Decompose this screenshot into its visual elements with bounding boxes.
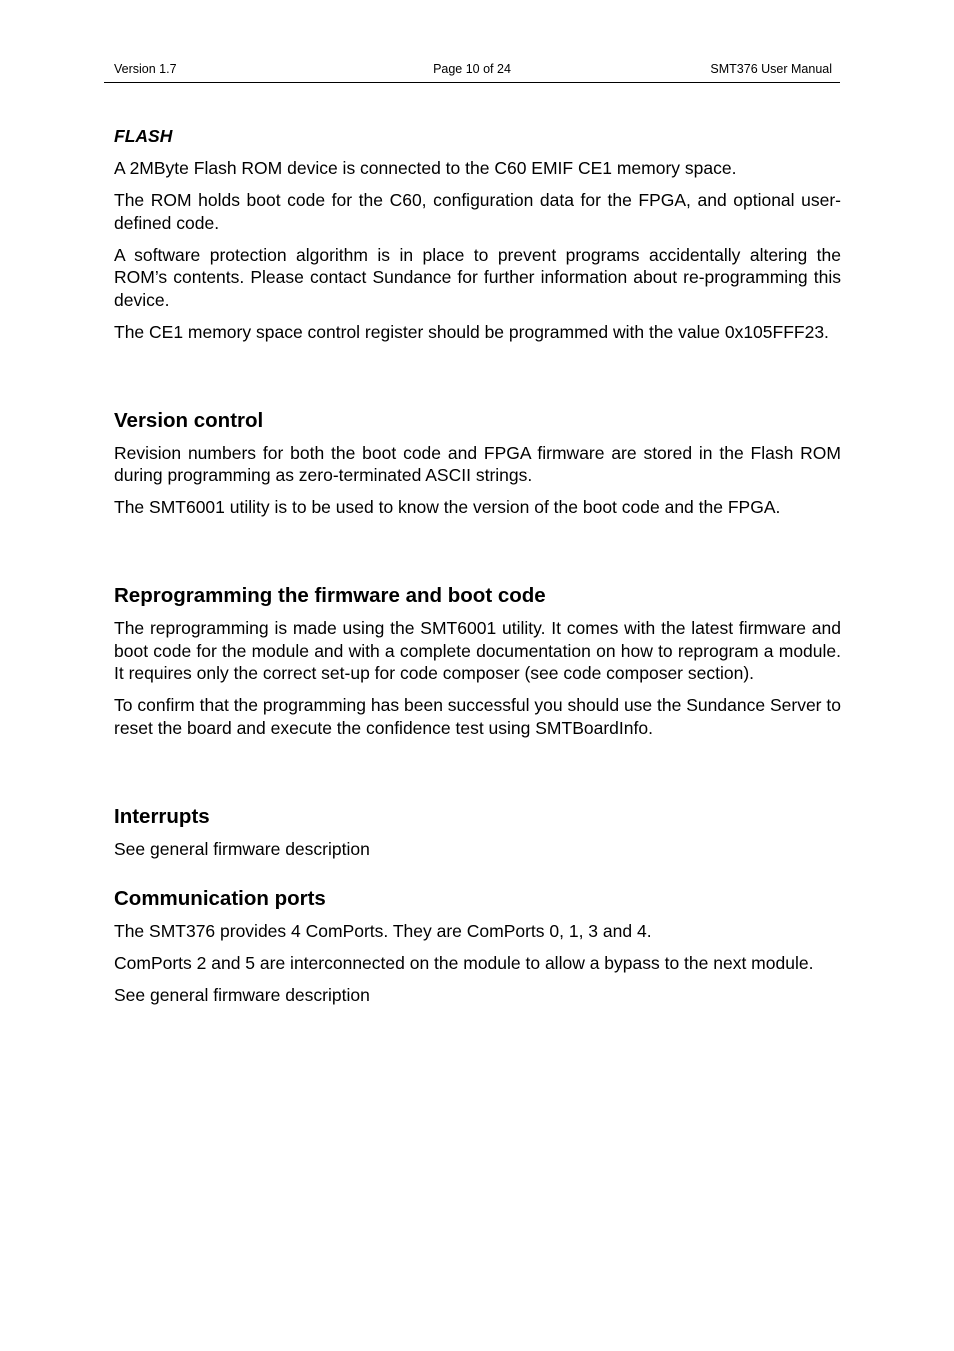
version-control-paragraph-1: Revision numbers for both the boot code and FPGA firmware are stored in the Flash ROM during programming as zero-terminated ASCII strings. [114, 442, 841, 485]
flash-paragraph-3: A software protection algorithm is in place to prevent programs accidentally altering the ROM’s contents. Please contact Sundance for further information about re-programming this device. [114, 244, 841, 310]
comports-heading: Communication ports [114, 886, 326, 910]
section-spacer [114, 353, 841, 409]
version-control-heading: Version control [114, 408, 264, 432]
flash-paragraph-1: A 2MByte Flash ROM device is connected to the C60 EMIF CE1 memory space. [114, 158, 737, 178]
comports-paragraph-2: ComPorts 2 and 5 are interconnected on the module to allow a bypass to the next module. [114, 952, 814, 973]
section-spacer [114, 870, 841, 887]
interrupts-heading: Interrupts [114, 804, 210, 828]
section-spacer [114, 528, 841, 584]
flash-paragraph-4: The CE1 memory space control register should be programmed with the value 0x105FFF23. [114, 321, 829, 342]
flash-paragraph-2: The ROM holds boot code for the C60, configuration data for the FPGA, and optional user-defined code. [114, 190, 841, 233]
reprogramming-paragraph-2: To confirm that the programming has been successful you should use the Sundance Server to reset the board and execute the confidence test using SMTBoardInfo. [114, 695, 841, 738]
reprogramming-heading: Reprogramming the firmware and boot code [114, 584, 546, 607]
header-version: Version 1.7 [114, 62, 177, 76]
comports-paragraph-3: See general firmware description [114, 984, 370, 1005]
page-header [104, 62, 840, 83]
reprogramming-paragraph-1: The reprogramming is made using the SMT6001 utility. It comes with the latest firmware and boot code for the module and with a complete documentation on how to reprogram a module. It requires only the correct set-up for code composer (see code composer section). [114, 618, 841, 683]
document-body [114, 125, 841, 1016]
version-control-paragraph-2: The SMT6001 utility is to be used to know the version of the boot code and the FPGA. [114, 497, 781, 517]
section-spacer [114, 749, 841, 805]
comports-paragraph-1: The SMT376 provides 4 ComPorts. They are ComPorts 0, 1, 3 and 4. [114, 920, 652, 941]
flash-heading: FLASH [114, 126, 173, 146]
interrupts-paragraph-1: See general firmware description [114, 838, 370, 859]
header-page-number: Page 10 of 24 [433, 62, 511, 76]
header-manual-title: SMT376 User Manual [710, 62, 832, 76]
